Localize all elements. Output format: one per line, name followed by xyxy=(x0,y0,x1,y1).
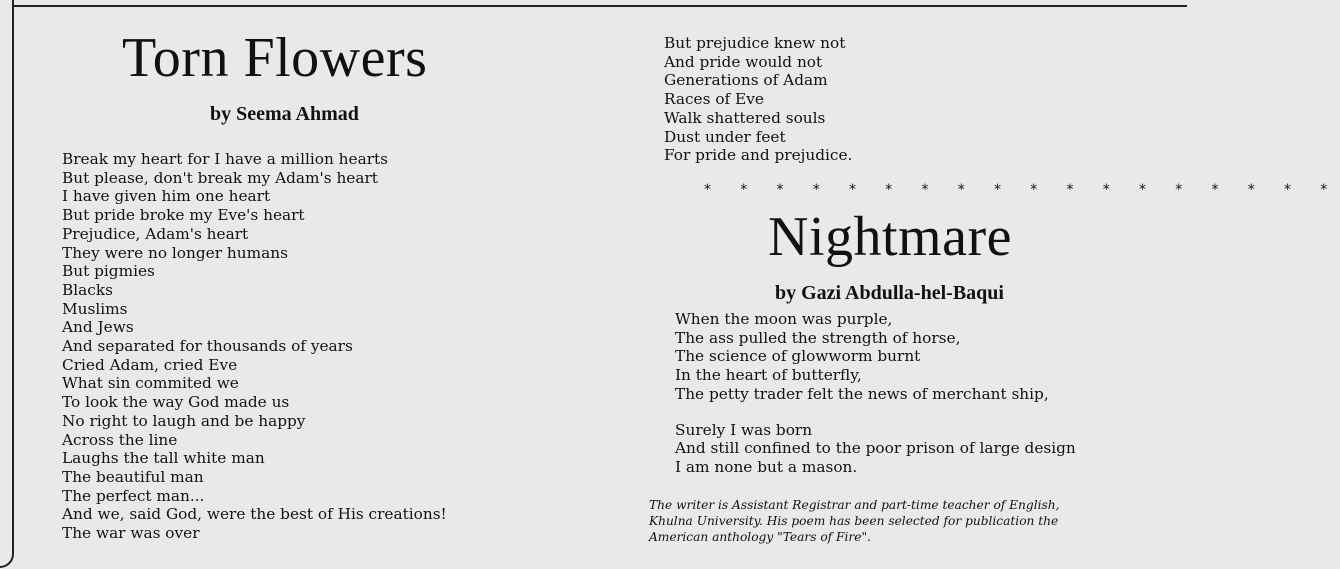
poem-line: The beautiful man xyxy=(62,467,204,486)
poem-body xyxy=(62,150,447,543)
poem-line: Cried Adam, cried Eve xyxy=(62,355,238,374)
poem-line: In the heart of butterfly, xyxy=(675,366,862,385)
poem-line: Break my heart for I have a million hearts xyxy=(62,150,389,168)
poem-line: They were no longer humans xyxy=(62,243,288,262)
poem-line: And separated for thousands of years xyxy=(62,337,353,356)
poem-line: Races of Eve xyxy=(664,90,764,109)
poem-line: Surely I was born xyxy=(675,420,813,439)
poem-line: Muslims xyxy=(62,299,128,318)
poem-line: The ass pulled the strength of horse, xyxy=(675,328,961,347)
author-note xyxy=(649,497,1189,545)
poem-byline: by Seema Ahmad xyxy=(210,103,359,125)
poem-line: Laughs the tall white man xyxy=(62,449,265,468)
section-separator: * * * * * * * * * * * * * * * * * * xyxy=(704,182,1340,198)
stanza-break xyxy=(675,404,1076,421)
poem-line: But please, don't break my Adam's heart xyxy=(62,168,378,187)
poem-title: Nightmare xyxy=(768,206,1012,268)
poem-line: Generations of Adam xyxy=(664,71,828,90)
poem-line: Prejudice, Adam's heart xyxy=(62,224,249,243)
poem-line: The perfect man... xyxy=(62,486,205,505)
poem-line: The petty trader felt the news of merchant ship, xyxy=(675,384,1049,403)
poem-line: Blacks xyxy=(62,280,113,299)
poem-line: But pride broke my Eve's heart xyxy=(62,206,305,225)
poem-line: The science of glowworm burnt xyxy=(675,347,921,366)
poem-line: The war was over xyxy=(62,524,200,543)
poem-line: What sin commited we xyxy=(62,374,239,393)
poem-line: But prejudice knew not xyxy=(664,34,846,52)
poem-title: Torn Flowers xyxy=(122,27,428,89)
poem-line: Walk shattered souls xyxy=(664,108,826,127)
poem-line: I am none but a mason. xyxy=(675,457,858,476)
left-rule xyxy=(0,0,14,568)
poem-line: Across the line xyxy=(62,430,178,449)
note-line: The writer is Assistant Registrar and part-time teacher of English, xyxy=(649,498,1060,512)
poem-line: But pigmies xyxy=(62,262,155,281)
poem-line: No right to laugh and be happy xyxy=(62,411,306,430)
poem-line: I have given him one heart xyxy=(62,187,271,206)
poem-line: And pride would not xyxy=(664,52,823,71)
top-rule xyxy=(14,5,1187,7)
poem-byline: by Gazi Abdulla-hel-Baqui xyxy=(775,282,1004,304)
poem-line: When the moon was purple, xyxy=(675,310,893,328)
note-line: Khulna University. His poem has been selected for publication the xyxy=(649,514,1059,528)
poem-line: And Jews xyxy=(62,318,134,337)
poem-line: For pride and prejudice. xyxy=(664,146,853,165)
poem-body xyxy=(675,310,1076,477)
note-line: American anthology "Tears of Fire". xyxy=(649,530,871,544)
poem-line: Dust under feet xyxy=(664,127,786,146)
poem-line: And still confined to the poor prison of large design xyxy=(675,439,1076,458)
poem-line: To look the way God made us xyxy=(62,393,290,412)
poem-line: And we, said God, were the best of His creations! xyxy=(62,505,447,524)
poem-continuation xyxy=(664,34,852,165)
